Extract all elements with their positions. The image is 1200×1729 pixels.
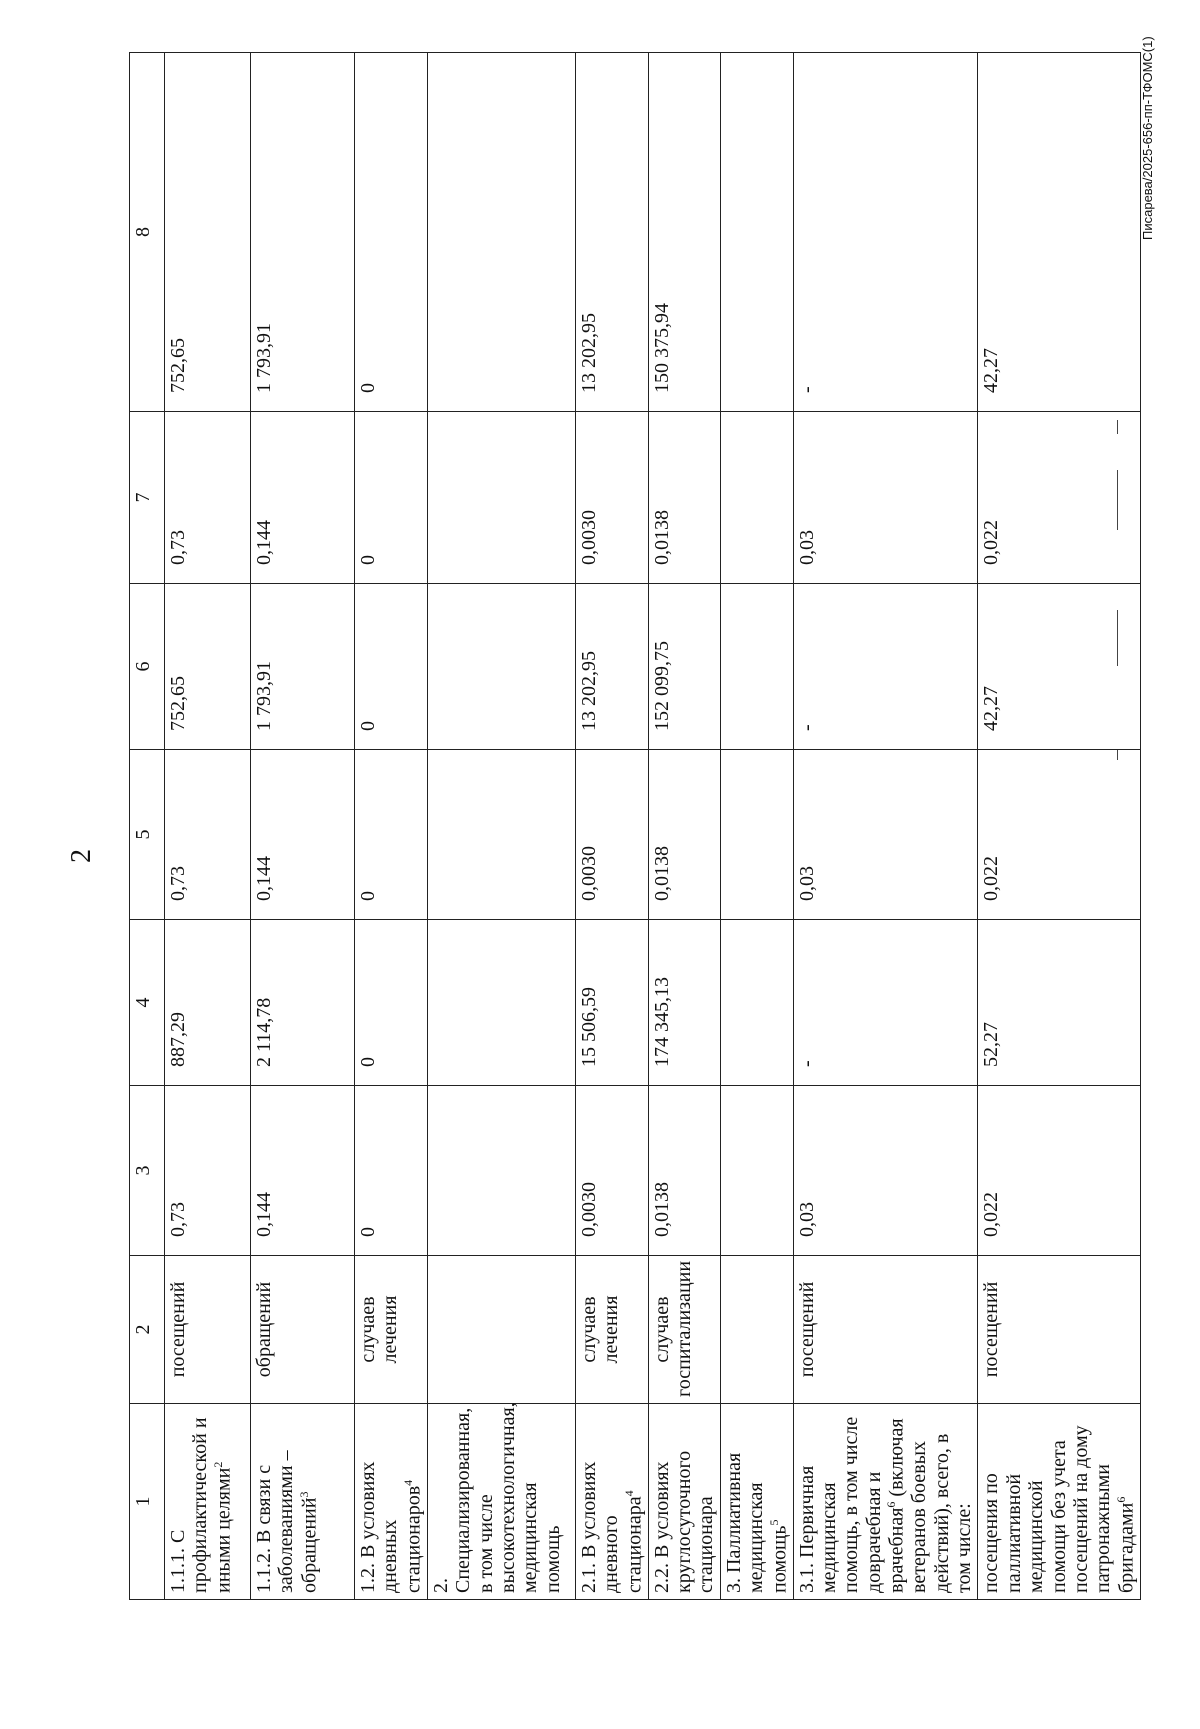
value-cell: 0,144 [251, 412, 355, 584]
value-cell: 0,022 [978, 750, 1140, 920]
scan-dash [1117, 470, 1118, 530]
table-row [165, 53, 251, 1600]
value-cell: 42,27 [978, 584, 1140, 750]
value-cell: 152 099,75 [648, 584, 720, 750]
value-cell: 0 [355, 412, 428, 584]
value-cell: 0 [355, 920, 428, 1086]
value-cell: 0,73 [165, 750, 251, 920]
header-cell: 7 [130, 412, 165, 584]
row-label-cell: 2. Специализированная, в том числе высокотехнологичная, медицинская помощь [427, 1404, 575, 1600]
header-cell: 3 [130, 1086, 165, 1256]
value-cell [427, 1086, 575, 1256]
value-cell: 0,0030 [575, 1086, 648, 1256]
value-cell [720, 920, 793, 1086]
unit-cell [427, 1256, 575, 1404]
value-cell: 0,144 [251, 1086, 355, 1256]
data-table [129, 52, 1141, 1600]
value-cell: 0,022 [978, 1086, 1140, 1256]
value-cell: 15 506,59 [575, 920, 648, 1086]
value-cell: 0,03 [793, 412, 978, 584]
value-cell [427, 412, 575, 584]
value-cell [720, 53, 793, 412]
table-row [575, 53, 648, 1600]
value-cell: 0,73 [165, 1086, 251, 1256]
table-row [978, 53, 1140, 1600]
value-cell: 2 114,78 [251, 920, 355, 1086]
value-cell [720, 584, 793, 750]
value-cell: 0,0030 [575, 412, 648, 584]
value-cell: 52,27 [978, 920, 1140, 1086]
value-cell: 0,0138 [648, 750, 720, 920]
unit-cell: обращений [251, 1256, 355, 1404]
row-label-cell: 1.1.2. В связи с заболеваниями – обращений$^3$ [251, 1404, 355, 1600]
value-cell: 174 345,13 [648, 920, 720, 1086]
value-cell: 0 [355, 1086, 428, 1256]
unit-cell: посещений [978, 1256, 1140, 1404]
row-label-cell: посещения по паллиативной медицинской помощи без учета посещений на дому патронажными бригадами$^6$ [978, 1404, 1140, 1600]
footnote-mark: 6 [884, 1501, 899, 1508]
value-cell: 0 [355, 53, 428, 412]
table-row [427, 53, 575, 1600]
row-label-cell: 3.1. Первичная медицинская помощь, в том числе доврачебная и врачебная$^6$ (включая ветеранов боевых действий), всего, в том числе: [793, 1404, 978, 1600]
unit-cell: посещений [165, 1256, 251, 1404]
value-cell: 13 202,95 [575, 53, 648, 412]
unit-cell: случаев лечения [575, 1256, 648, 1404]
value-cell [720, 750, 793, 920]
value-cell [720, 412, 793, 584]
value-cell: 0 [355, 750, 428, 920]
value-cell: 752,65 [165, 584, 251, 750]
value-cell: 752,65 [165, 53, 251, 412]
value-cell [427, 920, 575, 1086]
row-label-cell: 1.1.1. С профилактической и иными целями$^2$ [165, 1404, 251, 1600]
value-cell: 887,29 [165, 920, 251, 1086]
value-cell: 13 202,95 [575, 584, 648, 750]
header-cell: 1 [130, 1404, 165, 1600]
value-cell: 0,0030 [575, 750, 648, 920]
table-row [355, 53, 428, 1600]
value-cell: 0,03 [793, 750, 978, 920]
table-wrapper [129, 53, 1138, 1600]
value-cell: - [793, 584, 978, 750]
footnote-mark: 2 [210, 1461, 225, 1468]
unit-cell: случаев лечения [355, 1256, 428, 1404]
value-cell: 150 375,94 [648, 53, 720, 412]
value-cell: 0,0138 [648, 1086, 720, 1256]
table-row [720, 53, 793, 1600]
value-cell: 0,73 [165, 412, 251, 584]
value-cell: - [793, 920, 978, 1086]
table-row [251, 53, 355, 1600]
footer-code: Писарева/2025-656-пп-ТФОМС(1) [1140, 36, 1155, 240]
value-cell [427, 53, 575, 412]
row-label-cell: 3. Паллиативная медицинская помощь$^5$ [720, 1404, 793, 1600]
row-label-cell: 2.2. В условиях круглосуточного стационара [648, 1404, 720, 1600]
header-cell: 6 [130, 584, 165, 750]
unit-cell [720, 1256, 793, 1404]
footnote-mark: 6 [1113, 1496, 1128, 1503]
value-cell: 42,27 [978, 53, 1140, 412]
table-header-row [130, 53, 165, 1600]
value-cell: 1 793,91 [251, 584, 355, 750]
scan-dash [1117, 750, 1118, 760]
value-cell: - [793, 53, 978, 412]
value-cell: 0,022 [978, 412, 1140, 584]
value-cell: 0,144 [251, 750, 355, 920]
header-cell: 5 [130, 750, 165, 920]
footnote-mark: 4 [621, 1490, 636, 1497]
value-cell: 0,03 [793, 1086, 978, 1256]
header-cell: 2 [130, 1256, 165, 1404]
header-cell: 4 [130, 920, 165, 1086]
value-cell: 0 [355, 584, 428, 750]
value-cell: 0,0138 [648, 412, 720, 584]
value-cell [427, 750, 575, 920]
footnote-mark: 4 [400, 1479, 415, 1486]
scan-dash [1117, 420, 1118, 434]
table-row [793, 53, 978, 1600]
unit-cell: посещений [793, 1256, 978, 1404]
table-row [648, 53, 720, 1600]
row-label-cell: 2.1. В условиях дневного стационара$^4$ [575, 1404, 648, 1600]
value-cell [720, 1086, 793, 1256]
value-cell [427, 584, 575, 750]
footnote-mark: 3 [296, 1491, 311, 1498]
page-number: 2 [66, 849, 97, 863]
header-cell: 8 [130, 53, 165, 412]
footnote-mark: 5 [766, 1519, 781, 1526]
value-cell: 1 793,91 [251, 53, 355, 412]
unit-cell: случаев госпитализации [648, 1256, 720, 1404]
scan-dash [1117, 610, 1118, 666]
row-label-cell: 1.2. В условиях дневных стационаров$^4$ [355, 1404, 428, 1600]
